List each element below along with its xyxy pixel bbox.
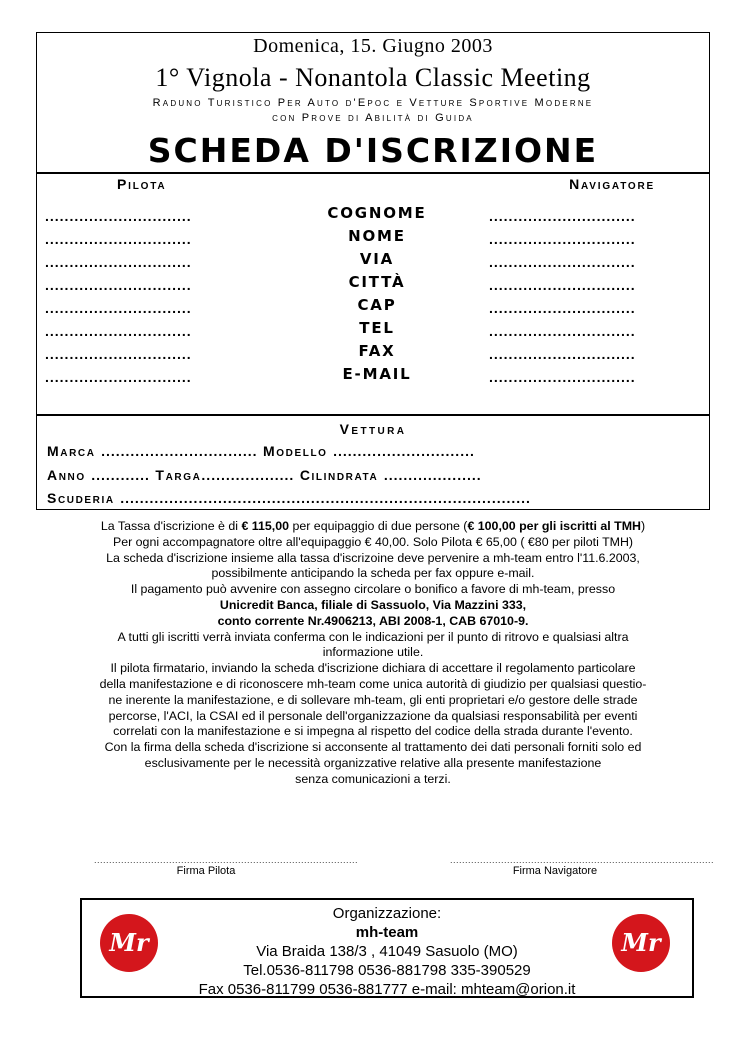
pilot-name-field[interactable]: .............................. [45,231,192,247]
field-label: CAP [357,296,397,314]
cilindrata-label: Cilindrata [299,467,379,483]
field-label: TEL [359,319,395,337]
terms-line: senza comunicazioni a terzi. [295,771,451,786]
field-label: VIA [359,250,395,268]
vehicle-row-1 [47,443,475,459]
navigator-signature-label: Firma Navigatore [512,865,598,877]
field-label: COGNOME [327,204,427,222]
terms-line: della manifestazione e di riconoscere mh-team come unica autorità di giudizio per qualsiasi questio- [99,676,647,691]
terms-fee-amount: € 115,00 [241,519,290,533]
terms-line: Per ogni accompagnatore oltre all'equipaggio € 40,00. Solo Pilota € 65,00 ( €80 per piloti TMH) [112,534,634,549]
pilot-zip-field[interactable]: .............................. [45,300,192,316]
entry-form [36,32,710,510]
terms-line: informazione utile. [322,645,424,660]
navigator-street-field[interactable]: .............................. [489,254,636,270]
pilot-email-field[interactable]: .............................. [45,369,192,385]
terms-fee-text: La Tassa d'iscrizione è di [100,519,242,533]
targa-field[interactable]: ................... [201,467,295,483]
pilot-street-field[interactable]: .............................. [45,254,192,270]
anno-label: Anno [47,467,86,483]
navigator-heading: Navigatore [569,176,655,192]
scuderia-field[interactable]: .................................................................................... [120,490,531,506]
pilot-signature [94,855,359,877]
pilot-signature-line[interactable]: ........................................................................................ [94,855,359,865]
organizer-fax-email: Fax 0536-811799 0536-881777 e-mail: mhteam@orion.it [198,981,576,998]
form-title: SCHEDA D'ISCRIZIONE [147,131,599,170]
cilindrata-field[interactable]: .................... [383,467,482,483]
terms-line: correlati con la manifestazione e si impegna al rispetto del codice della strada durante l'evento. [113,724,633,739]
modello-label: Modello [263,443,328,459]
terms-line: Il pilota firmatario, inviando la scheda d'iscrizione dichiara di accettare il regolamento particolare [110,661,636,676]
field-label: E-MAIL [342,365,412,383]
anno-field[interactable]: ............ [91,467,150,483]
terms-line: percorse, l'ACI, la CSAI ed il personale dell'organizzazione da qualsiasi responsabilità per eventi [108,708,638,723]
terms-line: Con la firma della scheda d'iscrizione si acconsente al trattamento dei dati personali forniti solo ed [104,740,642,755]
organizer-phones: Tel.0536-811798 0536-881798 335-390529 [243,962,531,979]
marca-field[interactable]: ................................ [101,443,258,459]
marca-label: Marca [47,443,96,459]
mh-team-logo: Mr [612,914,670,972]
field-label: NOME [348,227,406,245]
targa-label: Targa [155,467,202,483]
pilot-signature-label: Firma Pilota [176,865,236,877]
organizer-address: Via Braida 138/3 , 41049 Sasuolo (MO) [256,943,518,960]
terms-line: esclusivamente per le necessità organizzative relative alla presente manifestazione [144,755,602,770]
crew-section [37,172,709,416]
navigator-phone-field[interactable]: .............................. [489,323,636,339]
crew-row-email [37,365,709,391]
terms-line: Il pagamento può avvenire con assegno circolare o bonifico a favore di mh-team, presso [130,582,616,597]
event-subtitle-1: Raduno Turistico Per Auto d'Epoc e Vetture Sportive Moderne [152,97,594,109]
pilot-fax-field[interactable]: .............................. [45,346,192,362]
pilot-city-field[interactable]: .............................. [45,277,192,293]
navigator-signature [450,855,715,877]
organizer-box [80,898,694,998]
navigator-name-field[interactable]: .............................. [489,231,636,247]
vehicle-row-2 [47,467,482,483]
event-date: Domenica, 15. Giugno 2003 [253,35,493,57]
terms-fee-close: ) [640,519,646,533]
terms-line [36,519,710,535]
terms-line: A tutti gli iscritti verrà inviata conferma con le indicazioni per il punto di ritrovo e qualsiasi altra [117,629,629,644]
navigator-email-field[interactable]: .............................. [489,369,636,385]
field-label: FAX [358,342,396,360]
terms-bank: Unicredit Banca, filiale di Sassuolo, Via Mazzini 333, [219,597,527,612]
terms-fee-tmh: € 100,00 per gli iscritti al TMH [467,519,641,533]
event-subtitle-2: con Prove di Abilità di Guida [272,112,474,124]
pilot-heading: Pilota [117,176,167,192]
navigator-surname-field[interactable]: .............................. [489,208,636,224]
navigator-zip-field[interactable]: .............................. [489,300,636,316]
mh-team-logo: Mr [100,914,158,972]
modello-field[interactable]: ............................. [333,443,475,459]
terms-account: conto corrente Nr.4906213, ABI 2008-1, CAB 67010-9. [217,613,529,628]
organizer-name: mh-team [355,924,419,941]
event-name: 1° Vignola - Nonantola Classic Meeting [155,63,591,92]
navigator-fax-field[interactable]: .............................. [489,346,636,362]
terms-text [36,519,710,788]
pilot-surname-field[interactable]: .............................. [45,208,192,224]
terms-fee-text-2: per equipaggio di due persone ( [289,519,468,533]
vehicle-heading: Vettura [339,421,407,437]
scuderia-label: Scuderia [47,490,115,506]
terms-line: ne inerente la manifestazione, e di sollevare mh-team, gli enti proprietari e/o gestore delle strade [108,692,638,707]
organizer-label: Organizzazione: [332,905,442,922]
navigator-signature-line[interactable]: ........................................................................................ [450,855,715,865]
navigator-city-field[interactable]: .............................. [489,277,636,293]
terms-line: La scheda d'iscrizione insieme alla tassa d'iscrizoine deve pervenire a mh-team entro l'11.6.2003, [106,550,640,565]
field-label: CITTÀ [348,273,406,291]
pilot-phone-field[interactable]: .............................. [45,323,192,339]
terms-line: possibilmente anticipando la scheda per fax oppure e-mail. [211,566,535,581]
vehicle-row-3 [47,490,531,506]
